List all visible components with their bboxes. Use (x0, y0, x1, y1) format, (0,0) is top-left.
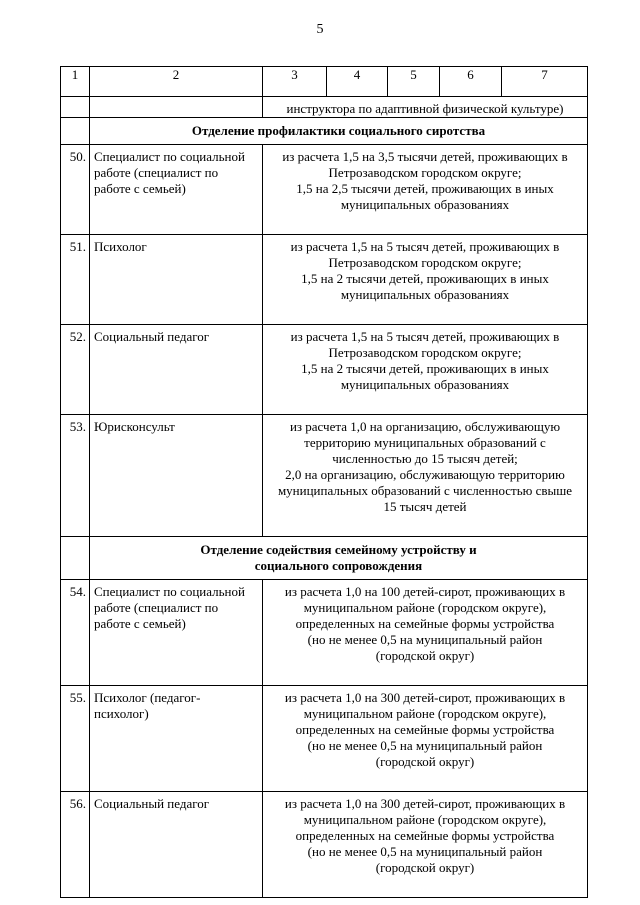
staffing-norm-line: из расчета 1,5 на 3,5 тысячи детей, проживающих в (282, 149, 568, 164)
column-header-row (61, 67, 588, 97)
section-title-line: Отделение содействия семейному устройству и (200, 542, 477, 557)
staffing-norm-line: из расчета 1,0 на 300 детей-сирот, проживающих в (284, 690, 566, 705)
position-title-line: работе (специалист по (94, 600, 219, 615)
row-number-cell (61, 537, 90, 580)
section-title (90, 537, 588, 580)
staffing-norm-line: территорию муниципальных образований с (304, 435, 546, 450)
staffing-norm-line: 15 тысяч детей (383, 499, 467, 514)
position-title-line: Специалист по социальной (94, 149, 245, 164)
table-row (61, 580, 588, 686)
staffing-norm-line: из расчета 1,5 на 5 тысяч детей, проживающих в (290, 239, 560, 254)
staffing-norm (263, 325, 588, 415)
position-title-line: Социальный педагог (94, 796, 210, 811)
staffing-norm-line: Петрозаводском городском округе; (328, 165, 522, 180)
position-title-line: Специалист по социальной (94, 584, 245, 599)
position-title (90, 792, 263, 898)
position-title-line: Психолог (педагог- (94, 690, 201, 705)
staffing-norm (263, 580, 588, 686)
section-title-line: социального сопровождения (254, 558, 423, 573)
staffing-norm-line: 2,0 на организацию, обслуживающую территорию (285, 467, 565, 482)
position-title-line: работе с семьей) (94, 616, 186, 631)
staffing-norm-line: определенных на семейные формы устройства (295, 722, 555, 737)
staffing-norm-line: 1,5 на 2,5 тысячи детей, проживающих в иных (296, 181, 554, 196)
position-title (90, 686, 263, 792)
column-header: 6 (440, 67, 502, 97)
row-number: 56. (61, 792, 90, 898)
staffing-norm-line: (но не менее 0,5 на муниципальный район (307, 738, 543, 753)
table-row (61, 235, 588, 325)
row-number: 54. (61, 580, 90, 686)
table-row (61, 145, 588, 235)
table-row (61, 792, 588, 898)
staffing-norm-line: численностью до 15 тысяч детей; (332, 451, 518, 466)
staffing-norm-line: 1,5 на 2 тысячи детей, проживающих в иных (301, 361, 549, 376)
staffing-norm-line: Петрозаводском городском округе; (328, 255, 522, 270)
column-header: 3 (263, 67, 327, 97)
position-title (90, 145, 263, 235)
staffing-norm-line: определенных на семейные формы устройства (295, 616, 555, 631)
staffing-table (60, 66, 588, 898)
position-title-line: Психолог (94, 239, 147, 254)
staffing-norm-line: муниципальных образованиях (340, 287, 510, 302)
continuation-row (61, 97, 588, 118)
row-number: 50. (61, 145, 90, 235)
position-title-line: работе с семьей) (94, 181, 186, 196)
column-header: 2 (90, 67, 263, 97)
position-title (90, 325, 263, 415)
staffing-norm-line: муниципальном районе (городском округе), (303, 600, 547, 615)
staffing-norm-line: муниципальных образований с численностью свыше (277, 483, 573, 498)
position-title (90, 580, 263, 686)
continuation-norm-cell: инструктора по адаптивной физической культуре) (263, 97, 588, 118)
staffing-norm-line: муниципальном районе (городском округе), (303, 812, 547, 827)
staffing-norm (263, 145, 588, 235)
position-title-line: психолог) (94, 706, 149, 721)
staffing-norm-line: 1,5 на 2 тысячи детей, проживающих в иных (301, 271, 549, 286)
row-number: 55. (61, 686, 90, 792)
row-number-cell (61, 118, 90, 145)
staffing-norm-line: Петрозаводском городском округе; (328, 345, 522, 360)
position-cell (90, 97, 263, 118)
staffing-norm (263, 415, 588, 537)
staffing-norm-line: из расчета 1,0 на 100 детей-сирот, проживающих в (284, 584, 566, 599)
section-header-row (61, 537, 588, 580)
row-number: 53. (61, 415, 90, 537)
row-number: 52. (61, 325, 90, 415)
position-title-line: Юрисконсульт (94, 419, 175, 434)
table-row (61, 325, 588, 415)
column-header: 7 (502, 67, 588, 97)
table-row (61, 415, 588, 537)
table-row (61, 686, 588, 792)
staffing-norm-line: муниципальном районе (городском округе), (303, 706, 547, 721)
position-title (90, 235, 263, 325)
staffing-norm (263, 792, 588, 898)
staffing-norm (263, 235, 588, 325)
position-title (90, 415, 263, 537)
row-number: 51. (61, 235, 90, 325)
staffing-norm-line: (городской округ) (375, 860, 475, 875)
column-header: 4 (327, 67, 388, 97)
section-title-line: Отделение профилактики социального сиротства (191, 123, 486, 138)
staffing-norm-line: (городской округ) (375, 754, 475, 769)
position-title-line: Социальный педагог (94, 329, 210, 344)
column-header: 1 (61, 67, 90, 97)
staffing-norm-line: (городской округ) (375, 648, 475, 663)
staffing-norm-line: муниципальных образованиях (340, 197, 510, 212)
staffing-norm-line: из расчета 1,0 на 300 детей-сирот, проживающих в (284, 796, 566, 811)
section-header-row (61, 118, 588, 145)
staffing-norm-line: муниципальных образованиях (340, 377, 510, 392)
staffing-norm-line: из расчета 1,5 на 5 тысяч детей, проживающих в (290, 329, 560, 344)
section-title (90, 118, 588, 145)
staffing-norm-line: (но не менее 0,5 на муниципальный район (307, 632, 543, 647)
staffing-norm-line: определенных на семейные формы устройства (295, 828, 555, 843)
position-title-line: работе (специалист по (94, 165, 219, 180)
staffing-norm (263, 686, 588, 792)
page-number: 5 (316, 22, 324, 37)
staffing-norm-line: из расчета 1,0 на организацию, обслуживающую (289, 419, 561, 434)
column-header: 5 (388, 67, 440, 97)
staffing-norm-line: (но не менее 0,5 на муниципальный район (307, 844, 543, 859)
row-number-cell (61, 97, 90, 118)
